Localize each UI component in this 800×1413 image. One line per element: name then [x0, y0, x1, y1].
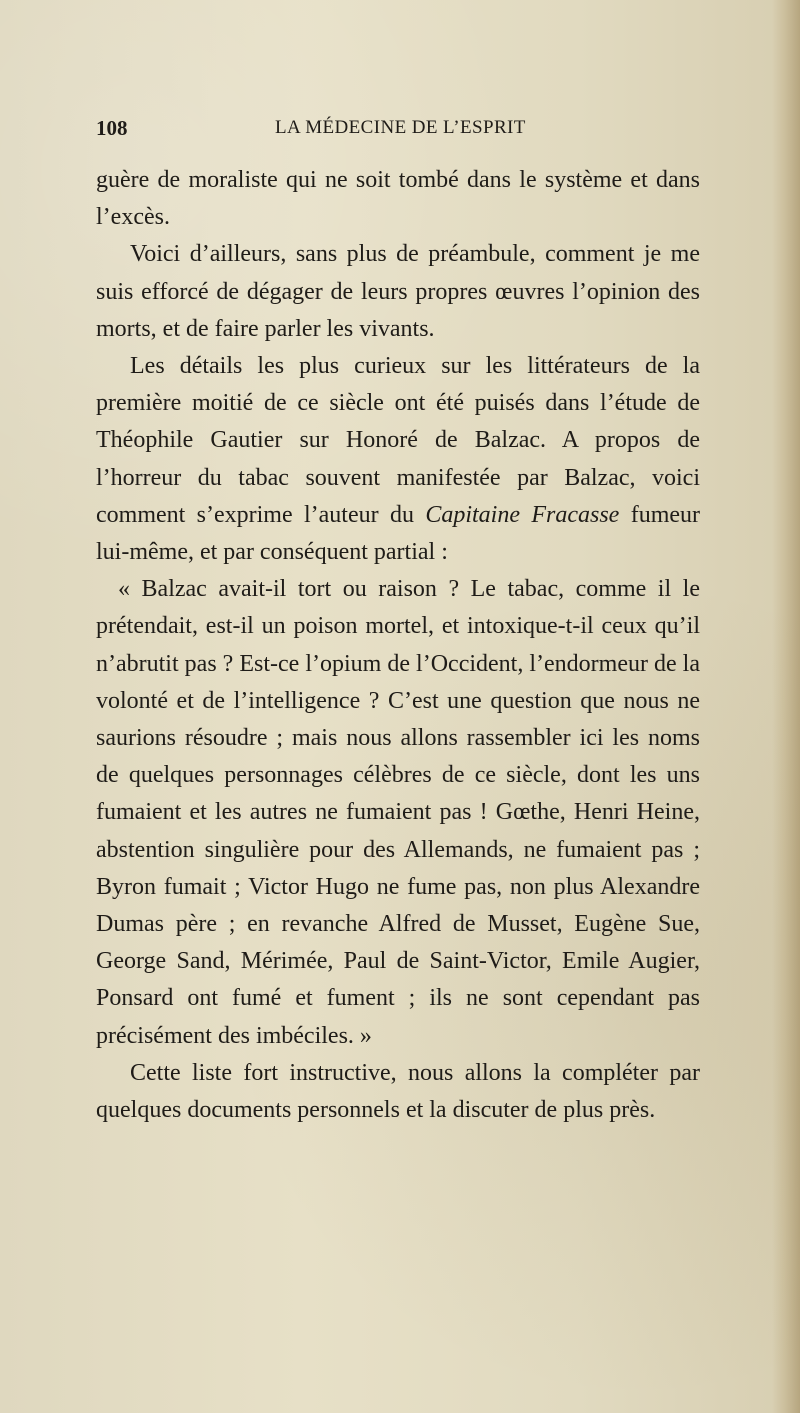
- body-text: [96, 162, 700, 1129]
- quotation-paragraph: « Balzac avait-il tort ou raison ? Le tabac, comme il le prétendait, est-il un poison mortel, et intoxique-t-il ceux qu’il n’abrutit pas ? Est-ce l’opium de l’Occident, l’endormeur de la volonté et de l’intelligence ? C’est une question que nous ne saurions résoudre ; mais nous allons rassembler ici les noms de quelques personnages célèbres de ce siècle, dont les uns fumaient et les autres ne fumaient pas ! Gœthe, Henri Heine, abstention singulière pour des Allemands, ne fumaient pas ; Byron fumait ; Victor Hugo ne fume pas, non plus Alexandre Dumas père ; en revanche Alfred de Musset, Eugène Sue, George Sand, Mérimée, Paul de Saint-Victor, Emile Augier, Ponsard ont fumé et fument ; ils ne sont cependant pas précisément des imbéciles. »: [96, 576, 700, 1049]
- paragraph-1: guère de moraliste qui ne soit tombé dans le système et dans l’excès.: [96, 167, 700, 231]
- paragraph-3-text: Les détails les plus curieux sur les littérateurs de la première moitié de ce siècle ont été puisés dans l’étude de Théophile Gautier sur Honoré de Balzac. A propos de l’horreur du tabac souvent manifestée par Balzac, voici comment s’exprime l’auteur du: [96, 353, 700, 528]
- paragraph-2: Voici d’ailleurs, sans plus de préambule, comment je me suis efforcé de dégager de leurs propres œuvres l’opinion des morts, et de faire parler les vivants.: [96, 241, 700, 342]
- paragraph-3: [96, 348, 700, 571]
- running-head: LA MÉDECINE DE L’ESPRIT: [275, 117, 526, 138]
- page-edge-shadow: [772, 0, 800, 1413]
- page-header: [96, 116, 694, 146]
- paragraph-5: Cette liste fort instructive, nous allons la compléter par quelques documents personnels et la discuter de plus près.: [96, 1059, 700, 1124]
- page-number: 108: [96, 116, 128, 140]
- paragraph-3-end: fumeur lui-même, et par conséquent partial :: [96, 501, 701, 566]
- book-title: Capitaine Fracasse: [425, 501, 620, 528]
